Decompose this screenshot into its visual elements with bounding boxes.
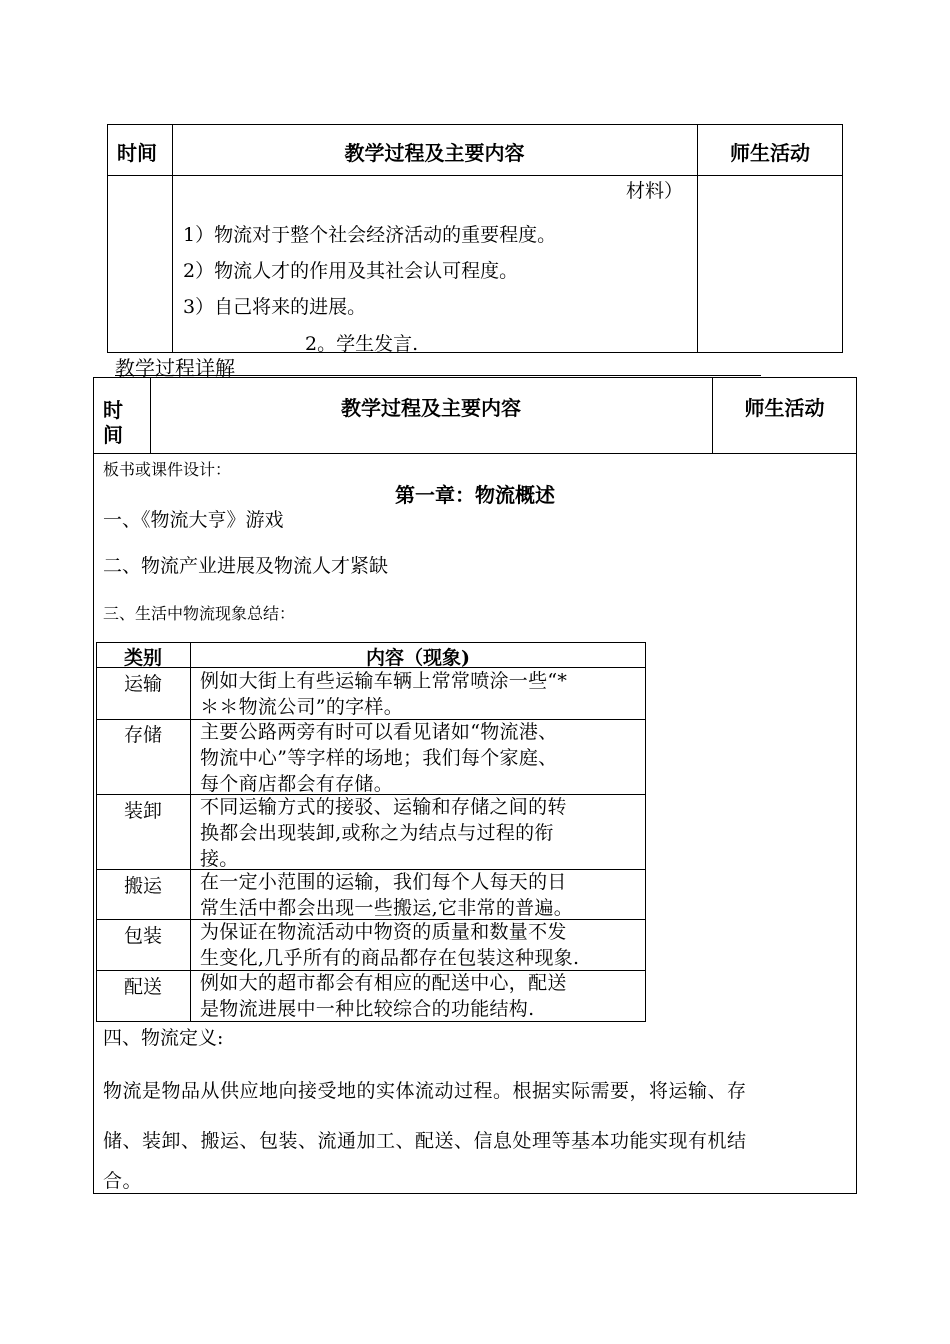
definition-line: 储、装卸、搬运、包装、流通加工、配送、信息处理等基本功能实现有机结 <box>103 1130 747 1152</box>
phenomena-category: 配送 <box>123 976 162 998</box>
board-label: 板书或课件设计： <box>103 460 232 479</box>
phenomena-content-line: 例如大的超市都会有相应的配送中心，配送 <box>200 972 567 994</box>
section-title-underline <box>115 375 761 376</box>
phenomena-content-line: ＊＊物流公司”的字样。 <box>200 696 404 718</box>
table1-line-material: 材料） <box>626 180 684 202</box>
table1-line-item4: 2。学生发言. <box>305 333 419 355</box>
definition-line: 物流是物品从供应地向接受地的实体流动过程。根据实际需要，将运输、存 <box>103 1080 747 1102</box>
phenomena-content <box>200 919 579 971</box>
phenomena-content-line: 为保证在物流活动中物资的质量和数量不发 <box>200 921 567 943</box>
table2-header-activity: 师生活动 <box>744 396 825 420</box>
phenomena-content <box>200 794 567 872</box>
table1-header-content: 教学过程及主要内容 <box>344 141 525 165</box>
phenomena-content-line: 物流中心”等字样的场地；我们每个家庭、 <box>200 747 558 769</box>
phenomena-content-line: 常生活中都会出现一些搬运,它非常的普遍。 <box>200 897 574 919</box>
section-title: 教学过程详解 <box>115 356 235 380</box>
table2-header-time-1: 时 <box>103 398 123 422</box>
phenomena-content-line: 例如大街上有些运输车辆上常常喷涂一些“* <box>200 670 568 692</box>
chapter-title: 第一章：物流概述 <box>395 483 555 507</box>
table1-line-item1: 1）物流对于整个社会经济活动的重要程度。 <box>183 224 557 246</box>
phenomena-content-line: 主要公路两旁有时可以看见诸如“物流港、 <box>200 721 558 743</box>
point-3: 三、生活中物流现象总结： <box>103 604 296 623</box>
phenomena-content <box>200 869 573 921</box>
phenomena-category: 搬运 <box>123 875 162 897</box>
phenomena-category: 存储 <box>123 724 162 746</box>
phenomena-category: 包装 <box>123 925 162 947</box>
point-4: 四、物流定义: <box>103 1027 224 1049</box>
table2-header-content: 教学过程及主要内容 <box>341 396 521 420</box>
table1-header-border <box>107 175 843 176</box>
phenomena-content-line: 换都会出现装卸,或称之为结点与过程的衔 <box>200 822 554 844</box>
phenomena-content <box>200 668 567 720</box>
table1-line-item2: 2）物流人才的作用及其社会认可程度。 <box>183 260 519 282</box>
phenomena-header-category: 类别 <box>123 647 162 669</box>
table1-line-item3: 3）自己将来的进展。 <box>183 296 367 318</box>
point-1: 一、《物流大亨》游戏 <box>103 509 284 531</box>
phenomena-content-line: 每个商店都会有存储。 <box>200 773 394 795</box>
phenomena-content-line: 生变化,几乎所有的商品都存在包装这种现象. <box>200 947 580 969</box>
phenomena-content-line: 接。 <box>200 848 239 870</box>
phenomena-category: 装卸 <box>123 800 162 822</box>
phenomena-content <box>200 970 567 1022</box>
phenomena-content-line: 是物流进展中一种比较综合的功能结构. <box>200 998 535 1020</box>
phenomena-content-line: 在一定小范围的运输，我们每个人每天的日 <box>200 871 567 893</box>
definition-paragraph <box>103 1066 853 1196</box>
table1-header-activity: 师生活动 <box>730 141 810 165</box>
table2-header-time-2: 间 <box>103 423 123 447</box>
definition-line: 合。 <box>103 1170 143 1192</box>
point-2: 二、物流产业进展及物流人才紧缺 <box>103 555 389 577</box>
phenomena-content <box>200 719 557 797</box>
phenomena-header-content: 内容（现象) <box>366 647 470 669</box>
phenomena-col-divider <box>190 642 191 1022</box>
phenomena-content-line: 不同运输方式的接驳、运输和存储之间的转 <box>200 796 567 818</box>
table1-header-time: 时间 <box>117 141 157 165</box>
phenomena-category: 运输 <box>123 673 162 695</box>
table2-header-border <box>93 453 857 454</box>
